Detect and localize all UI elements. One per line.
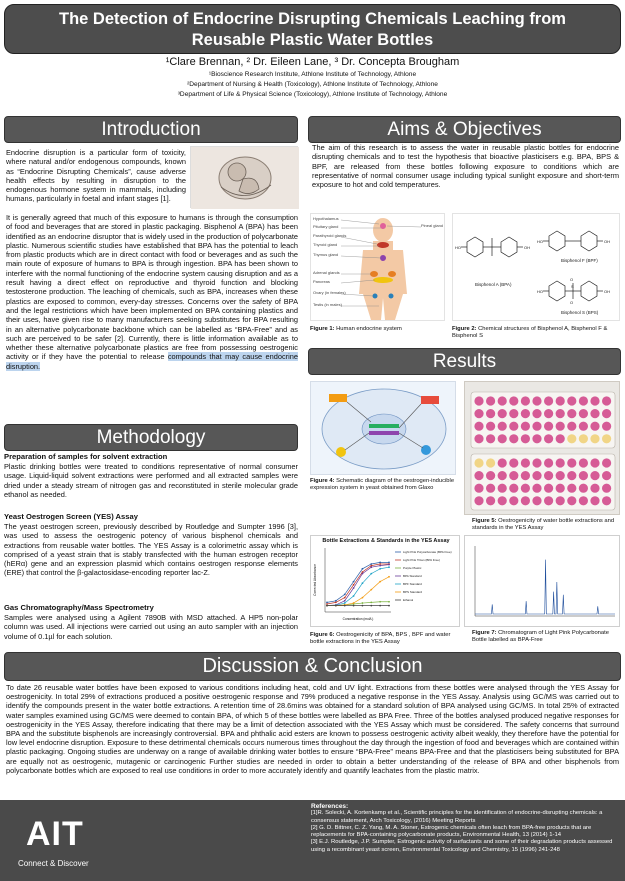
plate-well [544,471,553,480]
plate-well [579,496,588,505]
chart-point [362,602,364,604]
plate-well [590,484,599,493]
plate-well [544,496,553,505]
legend-entry: BPS Standard [403,590,423,595]
chart-point [388,605,390,607]
plate-well [590,396,599,405]
plate-well [544,484,553,493]
plate-well [498,496,507,505]
plate-well [579,434,588,443]
chart-title: Bottle Extractions & Standards in the YES Assay [322,538,450,544]
chart-point [362,582,364,584]
plate-well [590,471,599,480]
plate-well [486,409,495,418]
plate-well [590,434,599,443]
fetus-image [190,146,298,208]
chart-point [379,568,381,570]
method-3-title: Gas Chromatography/Mass Spectrometry [4,603,154,612]
plate-well [521,496,530,505]
yes-assay-plate-photo [464,381,620,515]
figure-7-caption: Figure 7: Chromatogram of Light Pink Polycarbonate Bottle labelled as BPA-Free [472,630,609,643]
plate-well [474,484,483,493]
plate-well [532,496,541,505]
chart-point [370,573,372,575]
plate-well [474,422,483,431]
plate-well [556,434,565,443]
chart-series-line [327,567,389,605]
plate-well [498,484,507,493]
chart-point [335,605,337,607]
svg-text:OH: OH [604,239,610,244]
plate-well [556,396,565,405]
affiliation-3: ³Department of Life & Physical Science (Toxicology), Athlone Institute of Technology, Athlone [177,91,448,98]
plate-well [602,422,611,431]
endo-label-5: Adrenal glands [313,270,340,275]
title-line-1: The Detection of Endocrine Disrupting Chemicals Leaching from [59,10,566,28]
plate-well [521,396,530,405]
chart-point [362,571,364,573]
plate-well [532,396,541,405]
chart-point [335,600,337,602]
plate-well [474,471,483,480]
chromatogram-trace [475,560,615,614]
chart-point [344,605,346,607]
chart-point [379,581,381,583]
chemical-structures-figure [452,213,620,321]
figure-4-caption: Figure 4: Schematic diagram of the oestrogen-inducible expression system in yeast obtained from Glaxo [310,478,455,491]
plate-well [556,471,565,480]
endo-label-1: Pituitary gland [313,224,339,229]
chart-point [362,573,364,575]
plate-well [521,422,530,431]
plate-well [532,471,541,480]
plate-well [532,422,541,431]
plate-well [579,396,588,405]
legend-entry: Light Pink Tritan (BPA Free) [403,558,440,563]
authors: ¹Clare Brennan, ² Dr. Eileen Lane, ³ Dr. Concepta Brougham [165,56,460,68]
plate-well [521,471,530,480]
endo-label-9: Pineal gland [421,223,444,228]
chem-label-bpf: Bisphenol F (BPF) [561,258,598,263]
chart-point [353,581,355,583]
plate-well [602,396,611,405]
chart-point [370,566,372,568]
chart-point [353,595,355,597]
plate-well [474,396,483,405]
title-line-2: Reusable Plastic Water Bottles [191,31,434,49]
plate-well [532,434,541,443]
chart-point [388,566,390,568]
plate-well [474,409,483,418]
chart-point [326,602,328,604]
svg-text:HO: HO [455,245,461,250]
plate-well [486,496,495,505]
endo-label-6: Pancreas [313,279,330,284]
svg-text:OH: OH [604,289,610,294]
method-2-text: The yeast oestrogen screen, previously described by Routledge and Sumpter 1996 [3], was used to assess the oestrogenic potency of various bisphenol chemicals and extractions from reusable water bottles. The YES Assay is a colorimetric assay which is comprised of a yeast strain that is stably transfected with the human estrogen receptor (hERα) gene and an expression plasmid which contains oestrogen response elements (ERE) that control the β-galactosidase-encoding reporter lac-Z. [4,522,298,578]
intro-highlight: compounds that may cause endocrine disruption. [6,352,298,371]
chart-point [353,584,355,586]
plate-well [567,396,576,405]
reference-1: [1]R. Solecki, A. Kortenkamp et al., Scientific principles for the identification of endocrine-disrupting chemicals: a consensus statement, Arch Toxicology, (2016) Meeting Reports [311,810,603,824]
plate-well [579,471,588,480]
endo-label-3: Thyroid gland [313,242,338,247]
chart-point [370,602,372,604]
chart-y-label: Corrected Absorbance [313,564,317,596]
chart-point [353,605,355,607]
plate-well [498,434,507,443]
chart-point [379,563,381,565]
plate-well [521,409,530,418]
plate-well [567,434,576,443]
discussion-text: To date 26 reusable water bottles have been exposed to various conditions including heat, cold and UV light. Extractions from these bottles were analysed through the YES Assay for oestrogenicity. In total 29% of extractions produced a positive oestrogenic response and 79% produced a negative response in the YES Assay. Analysis using GC/MS was carried out to identify the compounds present in the water bottle extractions. A retention time of 28.6mins was obtained for a standard solution of BPA analysed using GC/MS. In total 25% of extracted water samples examined using GC/MS were deemed to contain BPA, of which 5 of these bottles were labelled as BPA Free. Three of the bottles analysed produced negative responses for oestrogenicity in the YES Assay, therefore indicating that there may be a limit of detection associated with the YES Assay which must be considered. The safety concerns that surround BPA and the substitute bisphenols are increasingly controversial. BPA and phthalic acid esters are known to possess oestrogenic activity albeit weakly, they therefore have the potential for low level endocrine disruption. Exposure to these detrimental chemicals occurs numerous times throughout the day through the ingestion of food and beverages which are contained within plastic packaging. Ongoing studies are underway on a range of available drinking water bottles to ensure “BPA-Free” means BPA-Free and that the plasticisers being substituted for BPA are equally not as oestrogenic, mutagenic or carcinogenic Further studies are needed in order to obtain a better understanding of the release of BPA and other bisphenols from polycarbonate bottles which are exposed to real use conditions in order to more accurately identify and quantify leachates from the plastic matrix. [6,683,619,775]
chart-point [370,565,372,567]
figure-1-caption: Figure 1: Human endocrine system [310,326,402,332]
plate-well [602,496,611,505]
endo-label-0: Hypothalamus [313,216,339,221]
plate-well [544,396,553,405]
legend-entry: Light Pink Polycarbonate (BPA Free) [403,550,452,555]
references [311,803,619,854]
chart-point [326,603,328,605]
plate-well [602,409,611,418]
plate-well [579,409,588,418]
plate-well [532,409,541,418]
chart-point [362,568,364,570]
svg-text:S: S [571,284,574,289]
plate-well [602,458,611,467]
legend-entry: BPF Standard [403,582,422,587]
plate-well [509,434,518,443]
svg-text:O: O [570,277,574,282]
figure-6-caption: Figure 6: Oestrogenicity of BPA, BPS , BPF and water bottle extractions in the YES Assay [310,632,451,645]
plate-well [544,458,553,467]
chart-point [353,587,355,589]
figure-5-caption: Figure 5: Oestrogenicity of water bottle extractions and standards in the YES Assay [472,518,615,531]
plate-well [556,484,565,493]
plate-well [567,471,576,480]
plate-well [509,422,518,431]
plate-well [509,409,518,418]
plate-well [567,458,576,467]
reference-2: [2] G. D. Bittner, C. Z. Yang, M. A. Stoner, Estrogenic chemicals often leach from BPA-free products that are replacements for BPA-containing polycarbonate products, Environmental Health, 13 (2014) 1-14 [311,824,592,839]
chart-point [362,597,364,599]
plate-well [590,458,599,467]
chart-point [362,605,364,607]
chart-point [379,601,381,603]
endocrine-system-figure [310,213,445,321]
plate-well [544,434,553,443]
chart-point [388,576,390,578]
plate-well [544,422,553,431]
intro-paragraph-1: Endocrine disruption is a particular form of toxicity, where natural and/or endogenous compounds, known as “Endocrine Disrupting Chemicals”, cause adverse health effects by resulting in disruption to the endogenous hormone system in mammals, including humans, particularly in foetal and infant stages [1]. [6,148,186,204]
plate-well [544,409,553,418]
plate-well [602,434,611,443]
plate-well [579,422,588,431]
plate-well [579,484,588,493]
chart-point [344,594,346,596]
plate-well [498,471,507,480]
chart-point [344,600,346,602]
plate-well [602,471,611,480]
plate-well [498,409,507,418]
plate-well [486,484,495,493]
chart-point [344,597,346,599]
yes-assay-chart [310,535,460,627]
method-1-text: Plastic drinking bottles were treated to conditions representative of normal consumer usage. Liquid-liquid solvent extractions were performed and all extracted samples were dried under a steady stream of nitrogen gas and reconstituted in sterile molecular grade ethanol as needed. [4,462,298,499]
plate-well [532,458,541,467]
plate-well [486,434,495,443]
endo-label-2: Parathyroid glands [313,233,347,238]
logo-tagline: Connect & Discover [18,859,89,868]
plate-well [579,458,588,467]
plate-well [556,409,565,418]
plate-well [590,422,599,431]
chart-point [370,605,372,607]
plate-well [474,496,483,505]
chart-point [326,605,328,607]
chart-point [388,562,390,564]
plate-well [521,484,530,493]
svg-text:HO: HO [537,289,543,294]
chart-point [379,565,381,567]
methodology-heading: Methodology [4,424,298,451]
footer [0,800,625,881]
svg-text:OH: OH [524,245,530,250]
plate-well [509,396,518,405]
plate-well [498,396,507,405]
legend-entry: BPA Standard [403,574,422,579]
endo-label-4: Thymus gland [313,252,339,257]
svg-text:O: O [570,300,574,305]
chart-x-label: Concentration (mol/L) [342,617,374,621]
chart-series-line [327,564,389,604]
plate-well [567,484,576,493]
chart-point [388,601,390,603]
chart-point [370,563,372,565]
plate-well [556,496,565,505]
plate-well [567,422,576,431]
discussion-heading: Discussion & Conclusion [4,652,621,681]
plate-well [486,471,495,480]
chem-label-bpa: Bisphenol A (BPA) [475,282,512,287]
endo-label-8: Testis (in males) [313,302,342,307]
plate-well [498,422,507,431]
results-heading: Results [308,348,621,375]
plate-well [486,422,495,431]
affiliation-2: ²Department of Nursing & Health (Toxicology), Athlone Institute of Technology, Athlone [187,81,438,88]
chart-series-line [327,565,389,606]
chart-point [379,605,381,607]
plate-well [602,484,611,493]
chart-point [344,602,346,604]
plate-well [590,496,599,505]
method-1-title: Preparation of samples for solvent extraction [4,452,168,461]
figure-2-caption: Figure 2: Chemical structures of Bisphenol A, Bisphenol F & Bisphenol S [452,326,608,339]
legend-entry: Ethanol [403,598,414,603]
plate-well [556,422,565,431]
plate-well [556,458,565,467]
chromatogram-figure [464,535,620,627]
plate-well [567,496,576,505]
plate-well [521,458,530,467]
intro-paragraph-2: It is generally agreed that much of this exposure to humans is through the consumption of food and beverages that are stored in plastic packaging. Bisphenol A (BPA) has been identified as an endocrine disruptor that is widely used in the production of polycarbonate plastic. Numerous scientific studies have established that BPA has the potential to leach from plastic products which are in direct contact with food or beverages and as such the main route of exposure of humans to BPA is through ingestion. BPA has been shown to interfere with the normal functioning of the endocrine system causing disruption and as a result having a direct effect on reproductive and thyroid function and blocking testosterone production. The leaching of chemicals, such as BPA, increases when these plastics are exposed to common, every-day stresses. Concerns over the safety of BPA and the legal restrictions which have been implemented on BPA containing plastics and their uses, have given rise to many manufacturers seeking substitutes for BPA resulting in an alternative polycarbonate backbone which can be labelled as “BPA-Free” and as such are perceived to be safer [2]. Currently, there is little information available as to whether these alternative polycarbonate plastics are free from possessing oestrogenic activity or if they have the potential to release compounds that may cause endocrine disruption. [6,213,298,371]
plate-well [509,458,518,467]
affiliation-1: ¹Bioscience Research Institute, Athlone Institute of Technology, Athlone [208,71,417,78]
references-heading: References: [311,803,349,810]
introduction-heading: Introduction [4,116,298,143]
aims-text: The aim of this research is to assess the water in reusable plastic bottles for endocrine disrupting chemicals and to test the hypothesis that bioactive plasticisers e.g. BPA, BPS & BPF, are released from these bottles following exposure to conditions which are representative of normal consumer usage including typical sunlight exposure and short-term exposure to hot and cold temperatures. [312,143,619,190]
plate-well [590,409,599,418]
chem-label-bps: Bisphenol S (BPS) [561,310,599,315]
yeast-schematic-figure [310,381,456,475]
aims-heading: Aims & Objectives [308,116,621,143]
plate-well [509,484,518,493]
chart-point [335,602,337,604]
poster-title [4,4,621,54]
svg-text:HO: HO [537,239,543,244]
plate-well [486,396,495,405]
legend-entry: Purple Plastic [403,566,422,571]
endo-label-7: Ovary (in females) [313,290,346,295]
plate-well [498,458,507,467]
ait-logo: AIT [26,815,84,853]
chart-point [379,562,381,564]
plate-well [509,496,518,505]
plate-well [567,409,576,418]
plate-well [521,434,530,443]
plate-well [474,434,483,443]
chart-point [353,602,355,604]
method-2-title: Yeast Oestrogen Screen (YES) Assay [4,512,138,521]
chart-point [370,589,372,591]
plate-well [509,471,518,480]
plate-well [474,458,483,467]
method-3-text: Samples were analysed using a Agilent 7890B with MSD attached. A HP5 non-polar column was used. All injections were carried out using an auto sampler with an injection volume of 0.1µl for each solution. [4,613,298,641]
chart-point [388,564,390,566]
plate-well [532,484,541,493]
reference-3: [3] E.J. Routledge, J.P. Sumpter, Estrogenic activity of surfactants and some of their degradation products assessed using a recombinant yeast screen, Environmental Toxicology and Chemistry, 15 (1996) 241-248 [311,839,613,853]
plate-well [486,458,495,467]
